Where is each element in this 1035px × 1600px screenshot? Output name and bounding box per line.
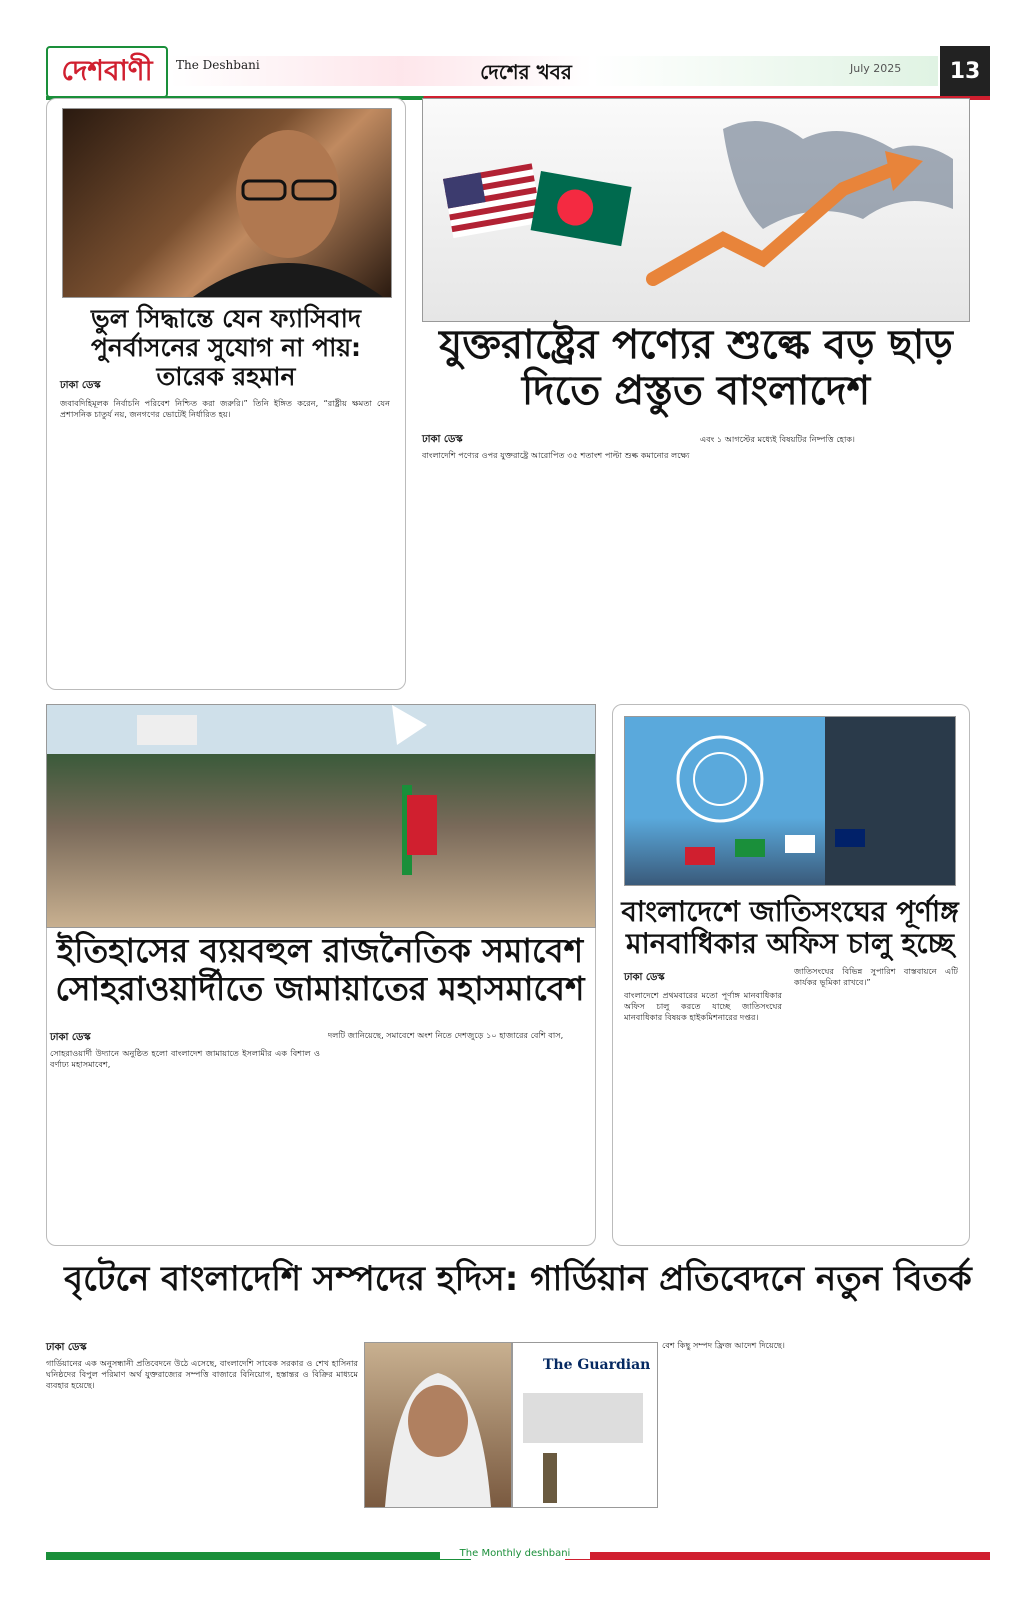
guardian-body-left [46, 1358, 358, 1546]
guardian-newspaper-photo [512, 1342, 658, 1508]
tarek-body [60, 398, 390, 683]
rally-byline: ঢাকা ডেস্ক [50, 1032, 91, 1043]
portrait-illustration [365, 1343, 511, 1507]
rally-headline: ইতিহাসের ব্যয়বহুল রাজনৈতিক সমাবেশ সোহরাওয়ার্দীতে জামায়াতের মহাসমাবেশ [55, 931, 585, 1008]
un-body-right [794, 966, 958, 1240]
footer-text: The Monthly deshbani [440, 1548, 590, 1559]
tarek-paragraph: জবাবদিহিমূলক নির্বাচনি পরিবেশ নিশ্চিত করা জরুরি।” তিনি ইঙ্গিত করেন, “রাষ্ট্রীয় ক্ষমতা যেন প্রশাসনিক চাতুর্য নয়, জনগণের ভোটেই নির্ধারিত হয়। [60, 398, 390, 419]
un-body-left [624, 990, 782, 1240]
guardian-paragraph: বেশ কিছু সম্পদ ফ্রিজ আদেশ দিয়েছে। [662, 1340, 785, 1350]
crowd-illustration [47, 705, 595, 927]
page-number: 13 [940, 46, 990, 96]
tariff-body-right [700, 434, 968, 686]
portrait-illustration [63, 109, 391, 297]
guardian-paragraph: গার্ডিয়ানের এক অনুসন্ধানী প্রতিবেদনে উঠে এসেছে, বাংলাদেশি সাবেক সরকার ও শেখ হাসিনার ঘনিষ্ঠদের বিপুল পরিমাণ অর্থ যুক্তরাজ্যের সম্পত্তি বাজারে বিনিয়োগ, হস্তান্তর ও বিক্রির মাধ্যমে ব্যবহার হয়েছে। [46, 1358, 358, 1390]
tariff-paragraph: এবং ১ আগস্টের মধ্যেই বিষয়টির নিষ্পত্তি হোক। [700, 434, 855, 444]
tarek-headline: ভুল সিদ্ধান্তে যেন ফ্যাসিবাদ পুনর্বাসনের সুযোগ না পায়: তারেক রহমান [90, 304, 362, 391]
guardian-byline: ঢাকা ডেস্ক [46, 1342, 87, 1353]
tariff-paragraph: বাংলাদেশি পণ্যের ওপর যুক্তরাষ্ট্রে আরোপিত ৩৫ শতাংশ পাল্টা শুল্ক কমানোর লক্ষ্যে [422, 450, 690, 460]
un-headquarters-photo [624, 716, 956, 886]
tariff-body-left [422, 450, 690, 686]
tariff-illustration [422, 98, 970, 322]
issue-date: July 2025 [850, 62, 902, 75]
deshbani-logo: দেশবাণী [46, 46, 168, 98]
sheikh-hasina-photo [364, 1342, 512, 1508]
logo-subtitle: The Deshbani [176, 58, 260, 72]
un-byline: ঢাকা ডেস্ক [624, 972, 665, 983]
un-paragraph: জাতিসংঘের বিভিন্ন সুপারিশ বাস্তবায়নে এটি কার্যকর ভূমিকা রাখবে।” [794, 966, 958, 987]
rally-body-right [328, 1030, 590, 1242]
guardian-headline: বৃটেনে বাংলাদেশি সম্পদের হদিস: গার্ডিয়ান প্রতিবেদনে নতুন বিতর্ক [64, 1259, 972, 1299]
un-emblem-flags-illustration [625, 717, 955, 885]
tariff-byline: ঢাকা ডেস্ক [422, 434, 463, 445]
rally-paragraph: সোহরাওয়ার্দী উদ্যানে অনুষ্ঠিত হলো বাংলাদেশ জামায়াতে ইসলামীর এক বিশাল ও বর্ণাঢ্য মহাসমাবেশ, [50, 1048, 320, 1069]
rally-crowd-photo [46, 704, 596, 928]
un-headline: বাংলাদেশে জাতিসংঘের পূর্ণাঙ্গ মানবাধিকার অফিস চালু হচ্ছে [621, 895, 959, 961]
section-title: দেশের খবর [480, 60, 572, 84]
rally-paragraph: দলটি জানিয়েছে, সমাবেশে অংশ নিতে দেশজুড়ে ১০ হাজারের বেশি বাস, [328, 1030, 564, 1040]
tarek-rahman-photo [62, 108, 392, 298]
guardian-body-right [662, 1340, 978, 1546]
flags-growth-chart-illustration [423, 99, 969, 321]
rally-body-left [50, 1048, 320, 1242]
un-paragraph: বাংলাদেশে প্রথমবারের মতো পূর্ণাঙ্গ মানবাধিকার অফিস চালু করতে যাচ্ছে জাতিসংঘের মানবাধিকার বিষয়ক হাইকমিশনারের দপ্তর। [624, 990, 782, 1022]
tariff-headline: যুক্তরাষ্ট্রের পণ্যের শুল্কে বড় ছাড় দিতে প্রস্তুত বাংলাদেশ [439, 322, 953, 414]
tarek-byline: ঢাকা ডেস্ক [60, 380, 101, 391]
guardian-newspaper-masthead: The Guardian [543, 1357, 651, 1373]
